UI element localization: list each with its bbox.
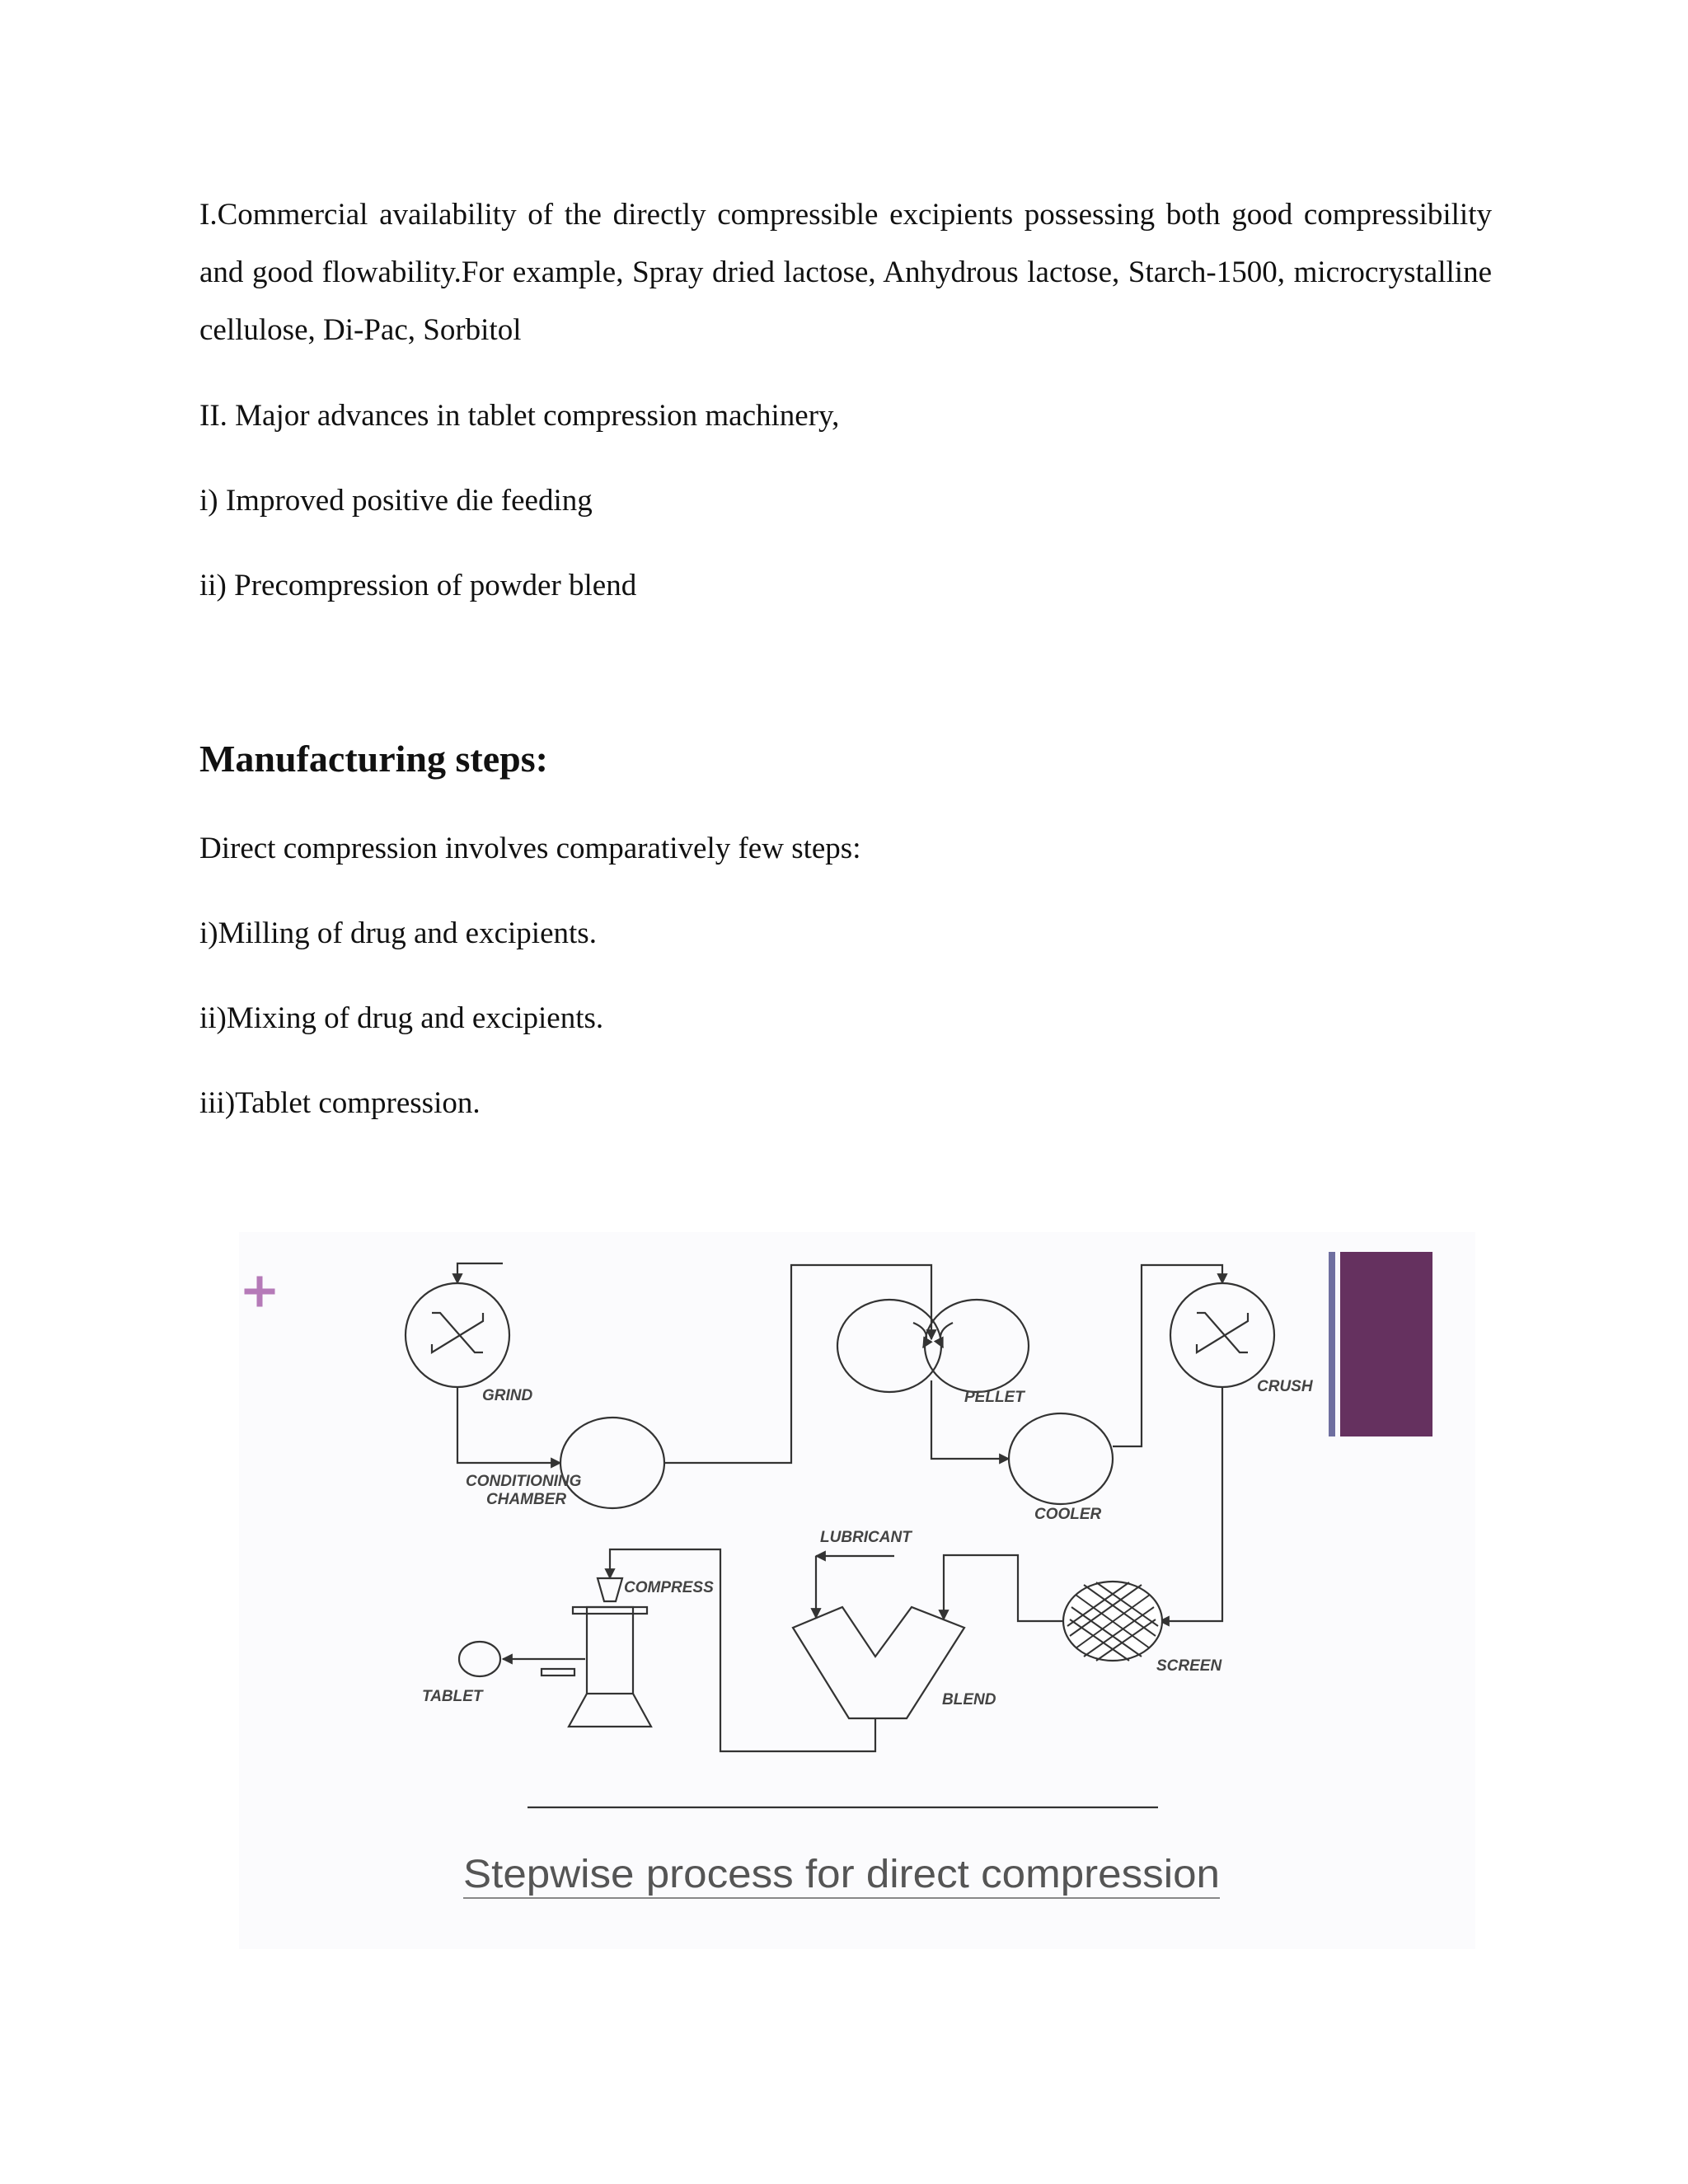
sub-point-ii: ii) Precompression of powder blend xyxy=(199,569,637,602)
label-conditioning: CONDITIONING xyxy=(466,1473,582,1490)
label-screen: SCREEN xyxy=(1156,1657,1222,1675)
label-blend: BLEND xyxy=(942,1691,996,1708)
screen-shape xyxy=(1063,1582,1162,1661)
process-diagram-svg xyxy=(223,1232,1475,1949)
point-ii-paragraph: II. Major advances in tablet compression machinery, xyxy=(199,399,840,433)
section-heading: Manufacturing steps: xyxy=(199,738,548,780)
section-lead: Direct compression involves comparatively few steps: xyxy=(199,832,861,865)
point-i-paragraph: I.Commercial availability of the directly compressible excipients possessing both good compressibility and good flowability.For example, Spray dried lactose, Anhydrous lactose, Starch-1500, microcrystalline cellulose, Di-Pac, Sorbitol xyxy=(199,198,1492,347)
sub-point-i: i) Improved positive die feeding xyxy=(199,484,593,518)
label-pellet: PELLET xyxy=(964,1389,1025,1406)
label-crush: CRUSH xyxy=(1257,1378,1313,1395)
label-lubricant: LUBRICANT xyxy=(820,1529,912,1546)
figure-caption: Stepwise process for direct compression xyxy=(463,1853,1220,1896)
step-item: i)Milling of drug and excipients. xyxy=(199,916,597,950)
step-item: ii)Mixing of drug and excipients. xyxy=(199,1001,604,1035)
slide-background xyxy=(239,1232,1475,1949)
label-compress: COMPRESS xyxy=(624,1579,714,1596)
accent-line xyxy=(1329,1252,1335,1436)
accent-bar xyxy=(1340,1252,1432,1436)
label-tablet: TABLET xyxy=(422,1688,483,1705)
label-cooler: COOLER xyxy=(1034,1506,1102,1523)
process-diagram xyxy=(223,1232,1475,1949)
step-item: iii)Tablet compression. xyxy=(199,1086,481,1120)
label-chamber: CHAMBER xyxy=(486,1491,567,1508)
label-grind: GRIND xyxy=(482,1387,533,1404)
